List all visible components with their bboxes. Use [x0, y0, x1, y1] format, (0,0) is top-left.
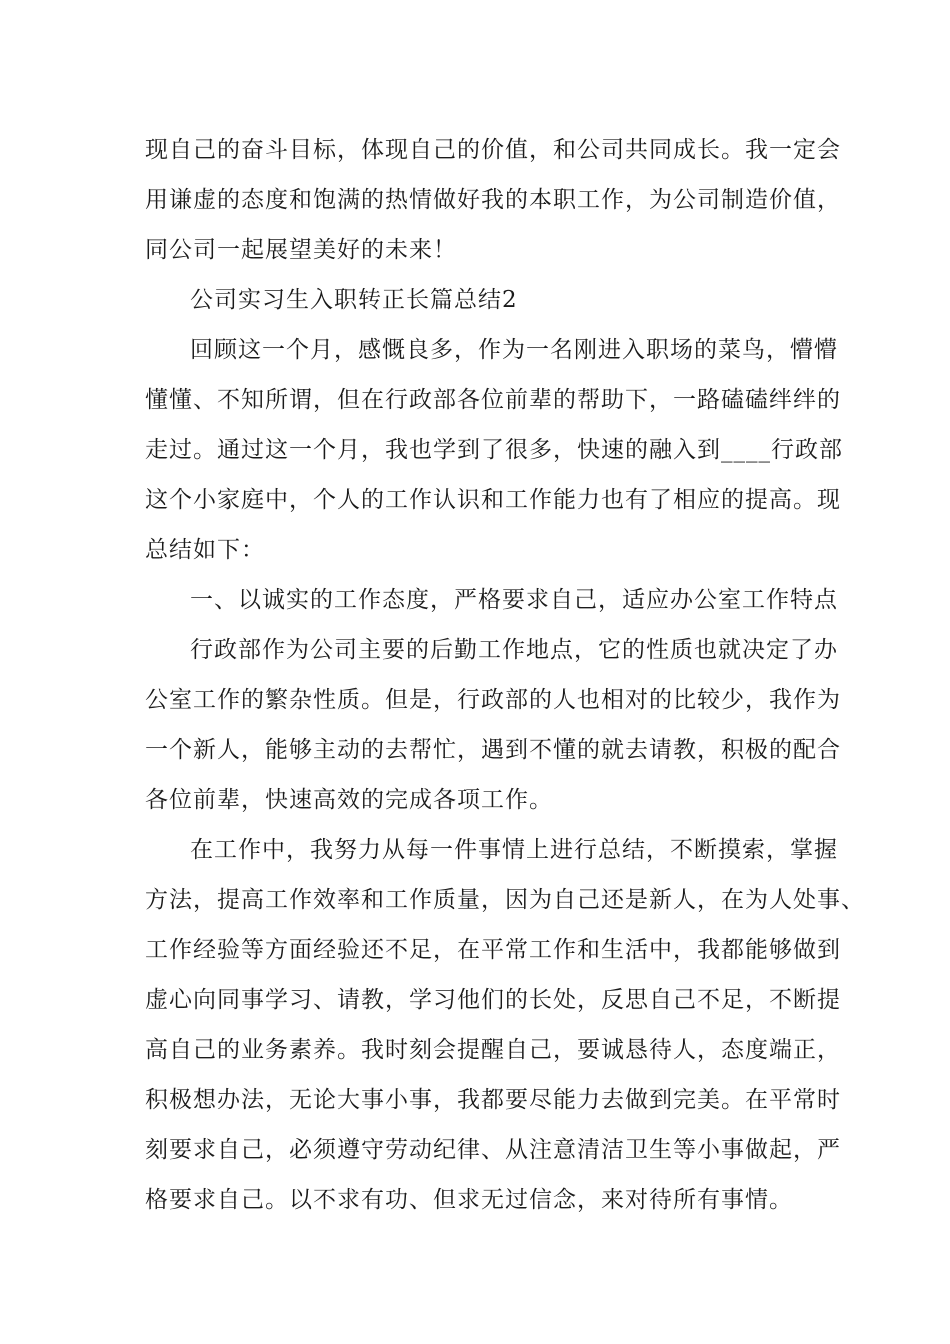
text-line: 同公司一起展望美好的未来！ [145, 237, 457, 263]
text-line: 工作经验等方面经验还不足，在平常工作和生活中，我都能够做到 [145, 937, 841, 963]
subsection-heading: 一、以诚实的工作态度，严格要求自己，适应办公室工作特点 [190, 587, 838, 613]
text-line: 现自己的奋斗目标，体现自己的价值，和公司共同成长。我一定会 [145, 137, 841, 163]
text-line: 一个新人，能够主动的去帮忙，遇到不懂的就去请教，积极的配合 [145, 737, 841, 763]
text-line: 各位前辈，快速高效的完成各项工作。 [145, 787, 553, 813]
section-heading: 公司实习生入职转正长篇总结2 [190, 287, 518, 313]
text-line: 这个小家庭中，个人的工作认识和工作能力也有了相应的提高。现 [145, 487, 841, 513]
text-line: 积极想办法，无论大事小事，我都要尽能力去做到完美。在平常时 [145, 1087, 841, 1113]
text-line: 回顾这一个月，感慨良多，作为一名刚进入职场的菜鸟，懵懵 [190, 337, 838, 363]
text-line: 公室工作的繁杂性质。但是，行政部的人也相对的比较少，我作为 [145, 687, 841, 713]
text-line: 高自己的业务素养。我时刻会提醒自己，要诚恳待人，态度端正， [145, 1037, 841, 1063]
text-line: 格要求自己。以不求有功、但求无过信念，来对待所有事情。 [145, 1187, 793, 1213]
text-line: 懂懂、不知所谓，但在行政部各位前辈的帮助下，一路磕磕绊绊的 [145, 387, 841, 413]
text-line: 用谦虚的态度和饱满的热情做好我的本职工作，为公司制造价值， [145, 187, 841, 213]
text-line: 虚心向同事学习、请教，学习他们的长处，反思自己不足，不断提 [145, 987, 841, 1013]
text-line: 总结如下： [145, 537, 265, 563]
text-line: 刻要求自己，必须遵守劳动纪律、从注意清洁卫生等小事做起，严 [145, 1137, 841, 1163]
text-line: 在工作中，我努力从每一件事情上进行总结，不断摸索，掌握 [190, 837, 838, 863]
text-line: 行政部作为公司主要的后勤工作地点，它的性质也就决定了办 [190, 637, 838, 663]
text-line: 走过。通过这一个月，我也学到了很多，快速的融入到____行政部 [145, 437, 843, 463]
text-line: 方法，提高工作效率和工作质量，因为自己还是新人，在为人处事、 [145, 887, 865, 913]
